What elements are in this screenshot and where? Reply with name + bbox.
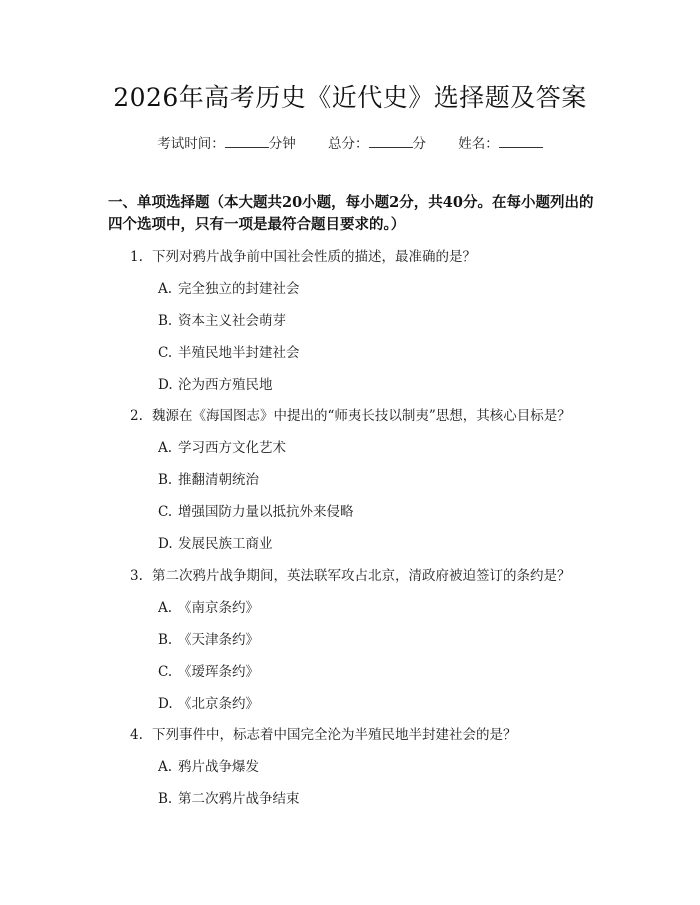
option-letter: C. xyxy=(158,504,173,520)
question-text: 下列对鸦片战争前中国社会性质的描述，最准确的是？ xyxy=(152,249,476,265)
option-text: 资本主义社会萌芽 xyxy=(178,313,286,329)
exam-time-field xyxy=(157,132,296,152)
document-title: 2026年高考历史《近代史》选择题及答案 xyxy=(113,83,587,112)
q2-option-a xyxy=(158,436,286,456)
option-letter: D. xyxy=(158,377,173,393)
option-text: 增强国防力量以抵抗外来侵略 xyxy=(178,504,354,520)
option-text: 半殖民地半封建社会 xyxy=(178,345,300,361)
q3-option-c xyxy=(158,660,259,680)
question-number: 4. xyxy=(130,727,143,743)
option-letter: D. xyxy=(158,536,173,552)
name-field xyxy=(458,132,543,152)
score-label: 总分： xyxy=(328,136,369,152)
option-text: 《南京条约》 xyxy=(178,600,259,616)
option-text: 第二次鸦片战争结束 xyxy=(178,791,300,807)
option-letter: B. xyxy=(158,472,173,488)
question-number: 3. xyxy=(130,568,143,584)
option-letter: A. xyxy=(158,600,173,616)
score-unit: 分 xyxy=(412,136,426,152)
option-letter: A. xyxy=(158,281,173,297)
question-3 xyxy=(130,564,571,584)
option-text: 推翻清朝统治 xyxy=(178,472,259,488)
q2-option-b xyxy=(158,468,259,488)
option-letter: D. xyxy=(158,696,173,712)
option-letter: C. xyxy=(158,345,173,361)
q1-option-a xyxy=(158,277,300,297)
question-number: 1. xyxy=(130,249,143,265)
exam-meta-line xyxy=(0,132,700,152)
question-number: 2. xyxy=(130,408,143,424)
question-text: 下列事件中，标志着中国完全沦为半殖民地半封建社会的是？ xyxy=(152,727,517,743)
time-blank xyxy=(225,135,269,148)
q2-option-c xyxy=(158,500,354,520)
option-text: 发展民族工商业 xyxy=(178,536,273,552)
name-blank xyxy=(499,135,543,148)
q2-option-d xyxy=(158,532,273,552)
question-text: 魏源在《海国图志》中提出的“师夷长技以制夷”思想，其核心目标是？ xyxy=(152,408,571,424)
score-blank xyxy=(369,135,413,148)
question-2 xyxy=(130,404,571,424)
q4-option-a xyxy=(158,755,259,775)
option-letter: A. xyxy=(158,440,173,456)
option-text: 沦为西方殖民地 xyxy=(178,377,273,393)
option-text: 《北京条约》 xyxy=(178,696,259,712)
question-text: 第二次鸦片战争期间，英法联军攻占北京，清政府被迫签订的条约是？ xyxy=(152,568,571,584)
time-unit: 分钟 xyxy=(268,136,296,152)
section-heading: 一、单项选择题（本大题共20小题，每小题2分，共40分。在每小题列出的四个选项中，只有一项是最符合题目要求的。） xyxy=(108,194,594,233)
option-text: 《天津条约》 xyxy=(178,632,259,648)
option-letter: A. xyxy=(158,759,173,775)
option-letter: C. xyxy=(158,664,173,680)
option-text: 《瑷珲条约》 xyxy=(178,664,259,680)
total-score-field xyxy=(328,132,426,152)
q4-option-b xyxy=(158,787,300,807)
question-4 xyxy=(130,723,517,743)
q1-option-d xyxy=(158,373,273,393)
q1-option-c xyxy=(158,341,300,361)
option-text: 完全独立的封建社会 xyxy=(178,281,300,297)
time-label: 考试时间： xyxy=(157,136,225,152)
question-1 xyxy=(130,245,476,265)
name-label: 姓名： xyxy=(458,136,499,152)
q3-option-d xyxy=(158,692,259,712)
option-letter: B. xyxy=(158,632,173,648)
option-text: 鸦片战争爆发 xyxy=(178,759,259,775)
q1-option-b xyxy=(158,309,286,329)
q3-option-a xyxy=(158,596,259,616)
option-text: 学习西方文化艺术 xyxy=(178,440,286,456)
option-letter: B. xyxy=(158,313,173,329)
option-letter: B. xyxy=(158,791,173,807)
q3-option-b xyxy=(158,628,259,648)
